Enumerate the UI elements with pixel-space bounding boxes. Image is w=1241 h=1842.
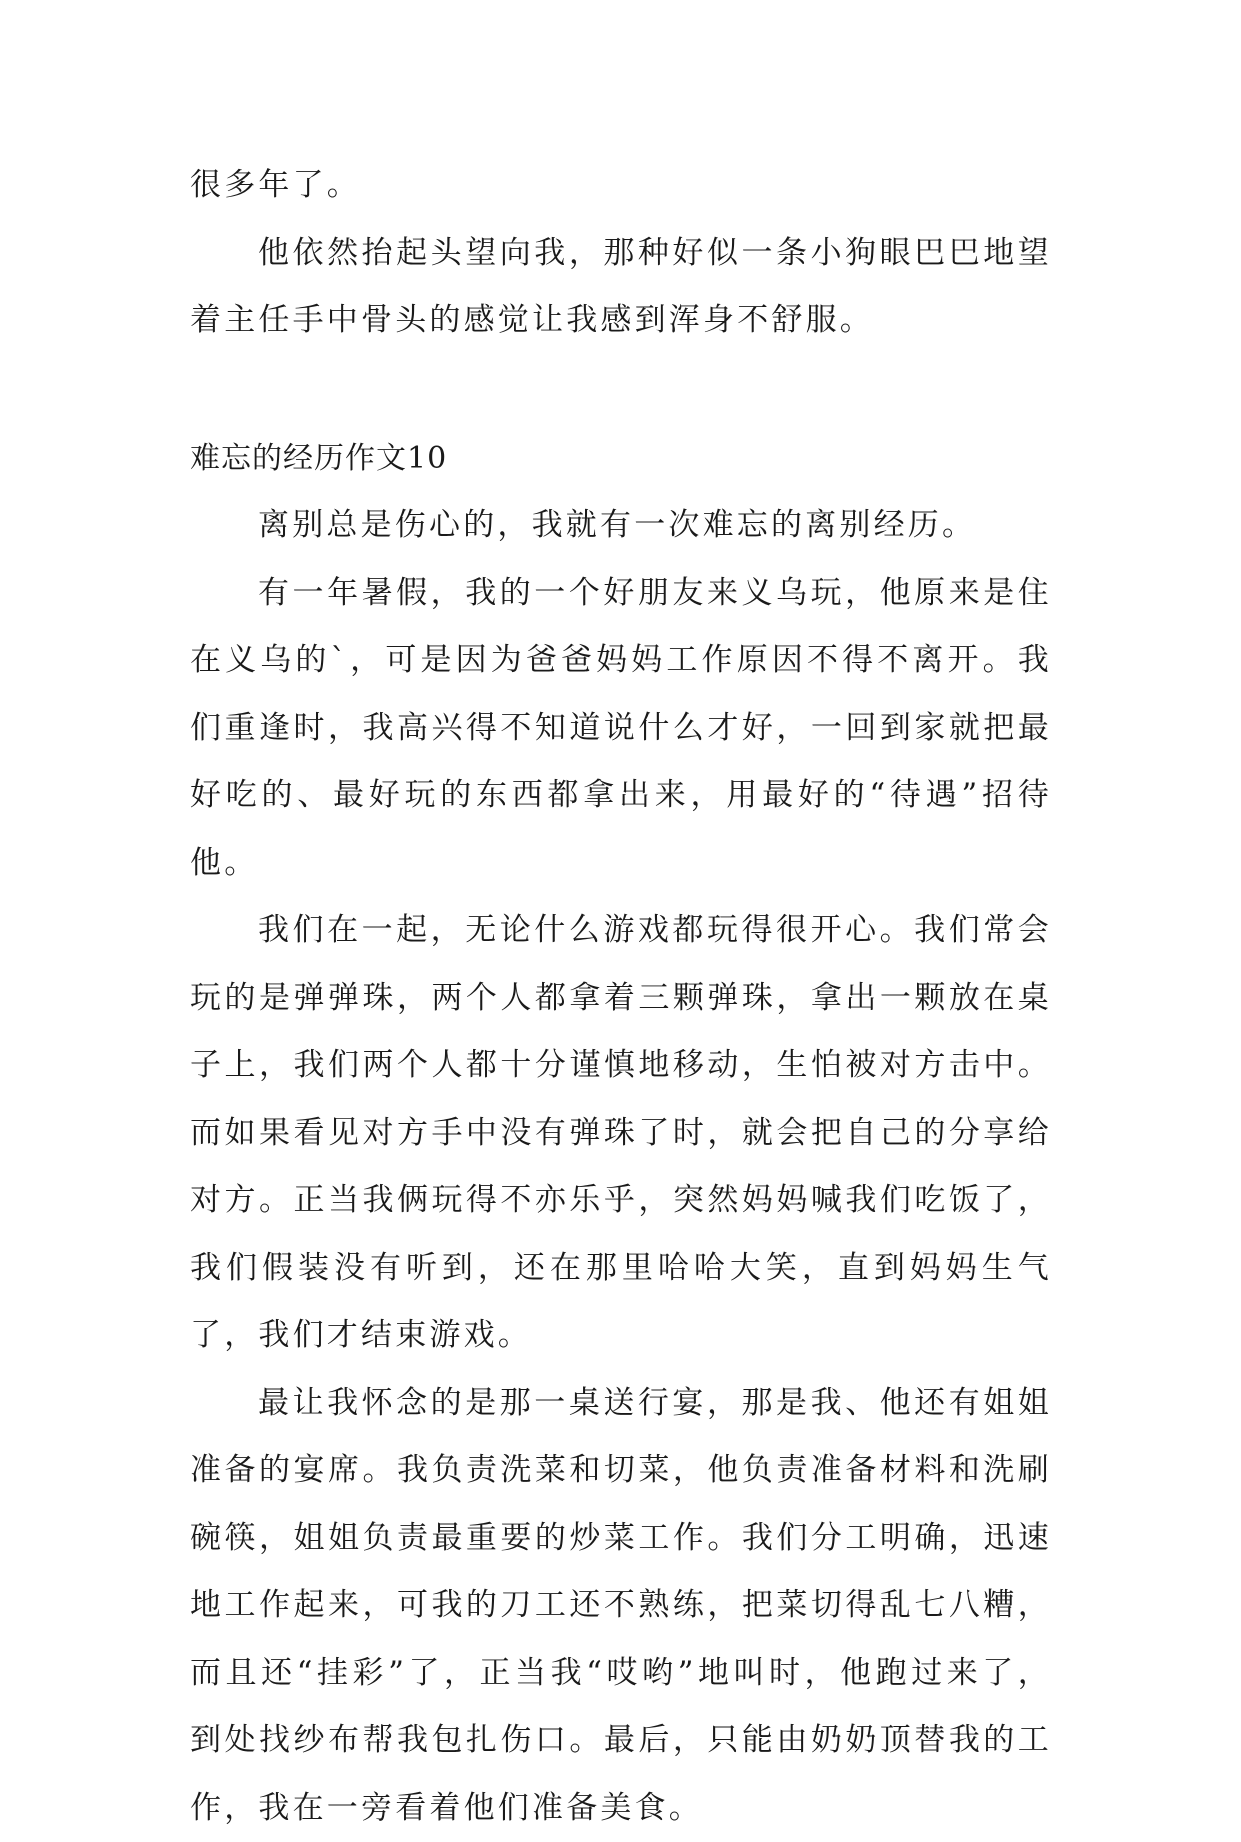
section-paragraph-3: 我们在一起，无论什么游戏都玩得很开心。我们常会玩的是弹弹珠，两个人都拿着三颗弹珠，拿出一颗放在桌子上，我们两个人都十分谨慎地移动，生怕被对方击中。而如果看见对方手中没有弹珠了时，就会把自己的分享给对方。正当我俩玩得不亦乐乎，突然妈妈喊我们吃饭了，我们假装没有听到，还在那里哈哈大笑，直到妈妈生气了，我们才结束游戏。 [190, 897, 1052, 1370]
section-spacer [190, 355, 1052, 425]
section-paragraph-1: 离别总是伤心的，我就有一次难忘的离别经历。 [190, 492, 1052, 560]
intro-paragraph-1: 很多年了。 [190, 152, 1052, 220]
intro-paragraph-2: 他依然抬起头望向我，那种好似一条小狗眼巴巴地望着主任手中骨头的感觉让我感到浑身不舒服。 [190, 220, 1052, 355]
section-title: 难忘的经历作文10 [190, 425, 1052, 493]
section-paragraph-4: 最让我怀念的是那一桌送行宴，那是我、他还有姐姐准备的宴席。我负责洗菜和切菜，他负责准备材料和洗刷碗筷，姐姐负责最重要的炒菜工作。我们分工明确，迅速地工作起来，可我的刀工还不熟练，把菜切得乱七八糟，而且还“挂彩”了，正当我“哎哟”地叫时，他跑过来了，到处找纱布帮我包扎伤口。最后，只能由奶奶顶替我的工作，我在一旁看着他们准备美食。 [190, 1370, 1052, 1842]
section-paragraph-2: 有一年暑假，我的一个好朋友来义乌玩，他原来是住在义乌的`，可是因为爸爸妈妈工作原因不得不离开。我们重逢时，我高兴得不知道说什么才好，一回到家就把最好吃的、最好玩的东西都拿出来，用最好的“待遇”招待他。 [190, 560, 1052, 898]
document-body [190, 152, 1052, 1842]
